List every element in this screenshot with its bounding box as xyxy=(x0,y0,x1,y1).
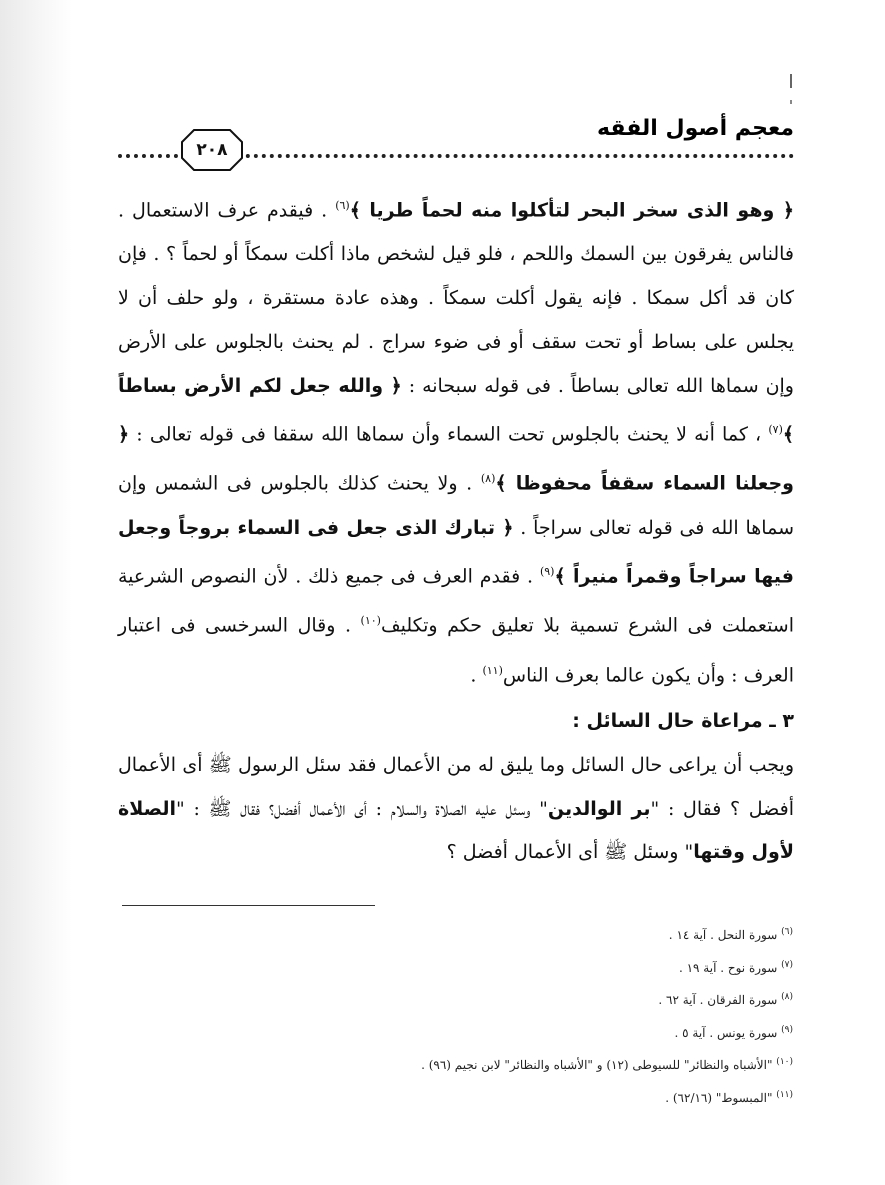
paragraph-text: . فقدم العرف فى جميع ذلك . لأن النصوص الشرعية استعملت فى الشرع تسمية بلا تعليق حكم وتكليف xyxy=(118,565,795,637)
footnote-ref: (٧) xyxy=(768,423,783,437)
footnote-text: سورة نوح . آية ١٩ . xyxy=(678,960,778,975)
footnotes xyxy=(273,918,793,1114)
paragraph xyxy=(118,184,794,698)
paragraph xyxy=(118,744,794,875)
scan-shadow xyxy=(0,0,72,1185)
footnote-mark: (٦) xyxy=(781,927,793,937)
footnote xyxy=(273,951,793,984)
footnote-divider xyxy=(122,905,375,906)
scan-mark xyxy=(790,74,792,88)
paragraph-text: . فيقدم عرف الاستعمال . فالناس يفرقون بين السمك واللحم ، فلو قيل لشخص ماذا أكلت سمكاً أو لحماً ؟ . فإن كان قد أكل سمكا . فإنه يقول أكلت سمكاً . وهذه عادة مستقرة ، ولو حلف أن لا يجلس على بساط أو تحت سقف أو فى ضوء سراج . لم يحنث بالجلوس على الأرض وإن سماها الله تعالى بساطاً . فى قوله سبحانه : xyxy=(118,199,794,397)
footnote-mark: (٨) xyxy=(781,992,793,1003)
page-header xyxy=(118,110,794,170)
footnote xyxy=(273,918,793,951)
paragraph-text: . xyxy=(470,663,483,686)
paragraph-text: " وسئل عليه الصلاة والسلام : أى الأعمال أفضل؟ فقال ﷺ : " xyxy=(176,797,548,820)
footnote-ref: (٦) xyxy=(335,199,350,212)
footnote xyxy=(273,1016,793,1049)
page-number: ٢٠٨ xyxy=(196,140,228,160)
footnote-text: سورة الفرقان . آية ٦٢ . xyxy=(658,993,778,1008)
quran-quote: ﴿ تبارك الذى جعل فى السماء بروجاً وجعل فيها سراجاً وقمراً منيراً ﴾ xyxy=(118,516,794,588)
quran-quote: ﴿ وجعلنا السماء سقفاً محفوظا ﴾ xyxy=(118,423,794,495)
footnote-text: "الأشباه والنظائر" للسيوطى (١٢) و "الأشباه والنظائر" لابن نجيم (٩٦) . xyxy=(421,1058,773,1073)
footnote-ref: (٨) xyxy=(480,472,496,486)
footnote-ref: (١٠) xyxy=(360,614,381,628)
paragraph-text: . وقال السرخسى فى اعتبار العرف : وأن يكون عالما بعرف الناس xyxy=(118,614,794,686)
footnote-ref: (٩) xyxy=(539,565,555,579)
main-text xyxy=(118,184,794,875)
footnote xyxy=(273,983,793,1016)
footnote-text: سورة يونس . آية ٥ . xyxy=(674,1025,778,1040)
page-number-frame xyxy=(180,128,244,172)
book-title: معجم أصول الفقه xyxy=(597,116,794,141)
footnote-text: "المبسوط" (٦٢/١٦) . xyxy=(665,1090,773,1105)
footnote-mark: (١٠) xyxy=(776,1057,793,1068)
footnote-mark: (٩) xyxy=(781,1024,793,1035)
hadith-quote: الصلاة لأول وقتها xyxy=(118,797,794,864)
footnote-mark: (١١) xyxy=(776,1089,793,1100)
footnote xyxy=(273,1081,793,1114)
paragraph-text: ، كما أنه لا يحنث بالجلوس تحت السماء وأن سماها الله سقفا فى قوله تعالى : xyxy=(129,423,769,446)
hadith-quote: بر الوالدين xyxy=(547,797,651,820)
footnote-mark: (٧) xyxy=(781,959,793,970)
paragraph-text: ويجب أن يراعى حال السائل وما يليق له من الأعمال فقد سئل الرسول ﷺ أى الأعمال أفضل ؟ فقال : " xyxy=(118,753,795,820)
paragraph-text: " وسئل ﷺ أى الأعمال أفضل ؟ xyxy=(446,841,694,864)
footnote xyxy=(273,1048,793,1081)
page xyxy=(118,110,794,875)
footnote-text: سورة النحل . آية ١٤ . xyxy=(668,928,778,942)
quran-quote: ﴿ وهو الذى سخر البحر لتأكلوا منه لحماً طريا ﴾ xyxy=(349,199,794,222)
scan-mark xyxy=(790,100,792,104)
section-heading: ٣ ـ مراعاة حال السائل : xyxy=(572,709,794,732)
paragraph-text: . ولا يحنث كذلك بالجلوس فى الشمس وإن سماها الله فى قوله تعالى سراجاً . xyxy=(118,472,794,539)
quran-quote: ﴿ والله جعل لكم الأرض بساطاً ﴾ xyxy=(118,374,794,446)
footnote-ref: (١١) xyxy=(482,663,503,677)
